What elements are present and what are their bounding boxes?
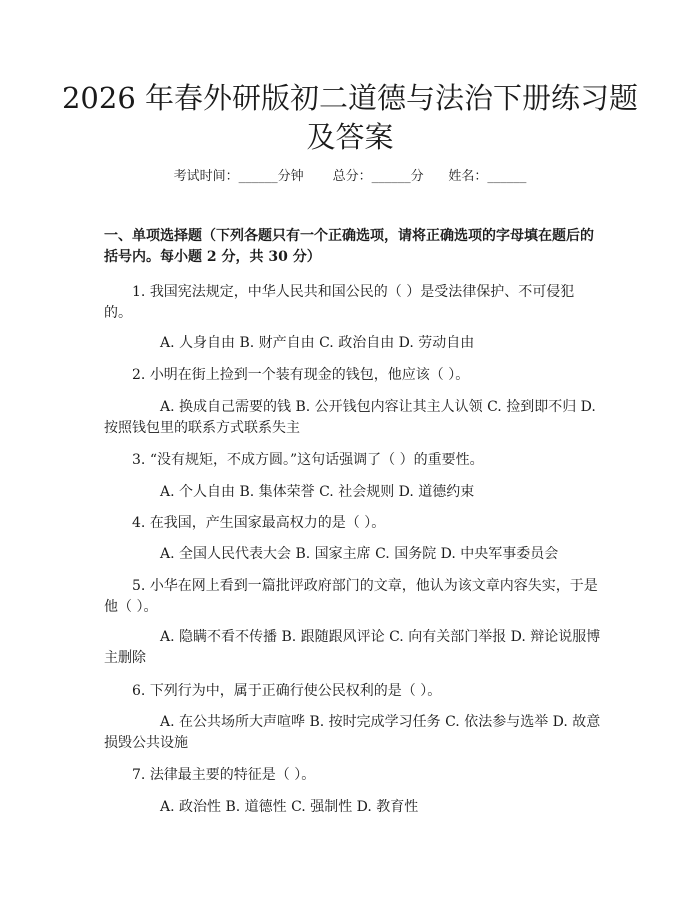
question-number: 1. [132, 284, 146, 300]
score-blank: ______ [371, 169, 411, 184]
time-label: 考试时间： [173, 169, 239, 184]
question [104, 365, 602, 386]
question-text: 小华在网上看到一篇批评政府部门的文章，他认为该文章内容失实，于是他（ ）。 [104, 578, 598, 615]
question-text: 下列行为中，属于正确行使公民权利的是（ ）。 [149, 683, 442, 699]
question [104, 513, 602, 534]
question-options: A. 人身自由 B. 财产自由 C. 政治自由 D. 劳动自由 [160, 335, 475, 351]
document-title: 2026 年春外研版初二道德与法治下册练习题 [61, 81, 639, 115]
question-text: 小明在街上捡到一个装有现金的钱包，他应该（ ）。 [149, 367, 470, 383]
name-blank: ______ [487, 169, 527, 184]
name-label: 姓名： [448, 169, 488, 184]
question-text: “没有规矩，不成方圆。”这句话强调了（ ）的重要性。 [149, 452, 484, 468]
question-options: A. 在公共场所大声喧哗 B. 按时完成学习任务 C. 依法参与选举 D. 故意损毁公共设施 [104, 714, 601, 751]
score-label: 总分： [332, 169, 372, 184]
question-options: A. 全国人民代表大会 B. 国家主席 C. 国务院 D. 中央军事委员会 [160, 546, 559, 562]
question-number: 6. [132, 683, 146, 699]
question-options: A. 换成自己需要的钱 B. 公开钱包内容让其主人认领 C. 捡到即不归 D. 按照钱包里的联系方式联系失主 [104, 399, 596, 436]
question-number: 7. [132, 767, 146, 783]
question [104, 282, 602, 324]
question-number: 2. [132, 367, 146, 383]
time-unit: 分钟 [277, 169, 304, 184]
question-number: 5. [132, 578, 146, 594]
question-number: 4. [132, 515, 146, 531]
question-options: A. 隐瞒不看不传播 B. 跟随跟风评论 C. 向有关部门举报 D. 辩论说服博主删除 [104, 629, 601, 666]
question-text: 在我国，产生国家最高权力的是（ ）。 [149, 515, 386, 531]
exam-info-line [0, 167, 700, 187]
document-title-continued: 及答案 [306, 120, 394, 154]
question [104, 681, 602, 702]
question [104, 450, 602, 471]
time-blank: ______ [238, 169, 278, 184]
score-unit: 分 [410, 169, 424, 184]
question-text: 我国宪法规定，中华人民共和国公民的（ ）是受法律保护、不可侵犯的。 [104, 284, 575, 321]
question-text: 法律最主要的特征是（ ）。 [149, 767, 316, 783]
question-number: 3. [132, 452, 146, 468]
question-options: A. 个人自由 B. 集体荣誉 C. 社会规则 D. 道德约束 [160, 484, 475, 500]
section-heading: 一、单项选择题（下列各题只有一个正确选项，请将正确选项的字母填在题后的括号内。每小题 2 分，共 30 分） [104, 228, 594, 265]
question [104, 576, 602, 618]
question [104, 765, 602, 786]
question-options: A. 政治性 B. 道德性 C. 强制性 D. 教育性 [160, 799, 419, 815]
